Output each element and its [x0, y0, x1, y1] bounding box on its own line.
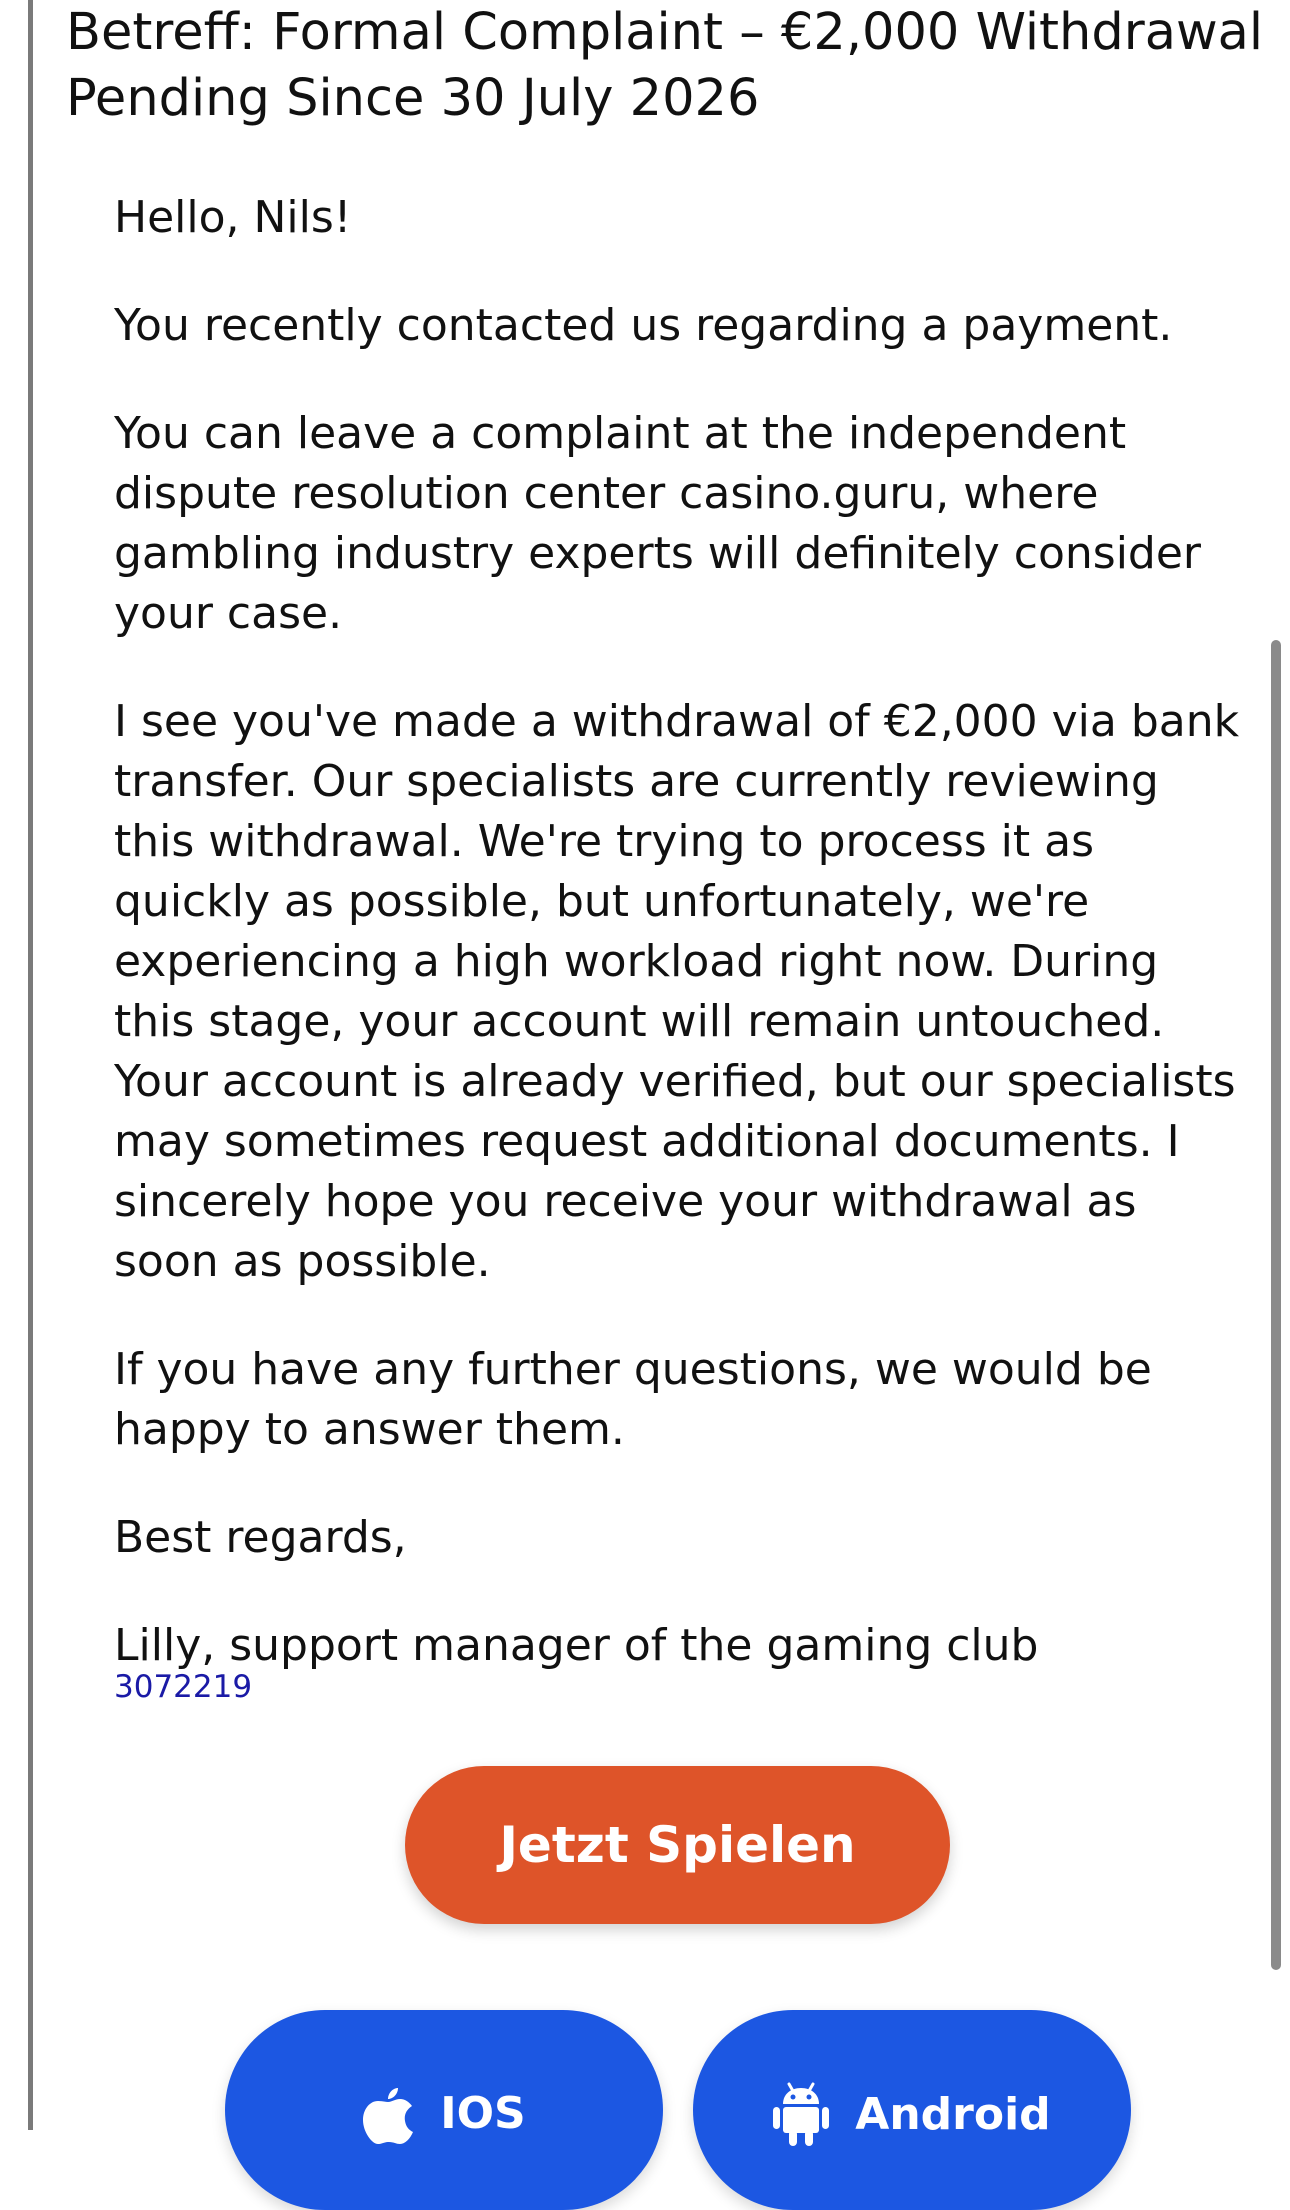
ios-label: IOS — [440, 2087, 526, 2139]
signature: Lilly, support manager of the gaming club — [114, 1620, 1039, 1671]
apple-icon — [362, 2082, 414, 2144]
android-download-button[interactable] — [693, 2010, 1131, 2210]
subject-line-1: Betreff: Formal Complaint – €2,000 Withdrawal — [66, 3, 1264, 62]
ios-download-button[interactable] — [225, 2010, 663, 2210]
subject-line-2: Pending Since 30 July 2026 — [66, 69, 760, 128]
scrollbar[interactable] — [1271, 640, 1281, 1970]
play-now-label: Jetzt Spielen — [499, 1816, 856, 1874]
closing: Best regards, — [114, 1512, 407, 1563]
android-icon — [773, 2082, 829, 2146]
greeting: Hello, Nils! — [114, 192, 352, 243]
email-body — [114, 188, 1244, 1724]
paragraph-4: If you have any further questions, we would be happy to answer them. — [114, 1344, 1152, 1455]
paragraph-2: You can leave a complaint at the independent dispute resolution center casino.guru, where gambling industry experts will definitely consider your case. — [114, 408, 1202, 639]
paragraph-3: I see you've made a withdrawal of €2,000 via bank transfer. Our specialists are currently reviewing this withdrawal. We're trying to process it as quickly as possible, but unfortunately, we're experiencing a high workload right now. During this stage, your account will remain untouched. Your account is already verified, but our specialists may sometimes request additional documents. I sincerely hope you receive your withdrawal as soon as possible. — [114, 696, 1240, 1287]
android-label: Android — [855, 2088, 1051, 2140]
ticket-number-link[interactable]: 3072219 — [114, 1669, 253, 1705]
play-now-button[interactable] — [405, 1766, 950, 1924]
paragraph-1: You recently contacted us regarding a payment. — [114, 300, 1173, 351]
email-subject — [66, 0, 1290, 132]
left-border — [28, 0, 33, 2130]
